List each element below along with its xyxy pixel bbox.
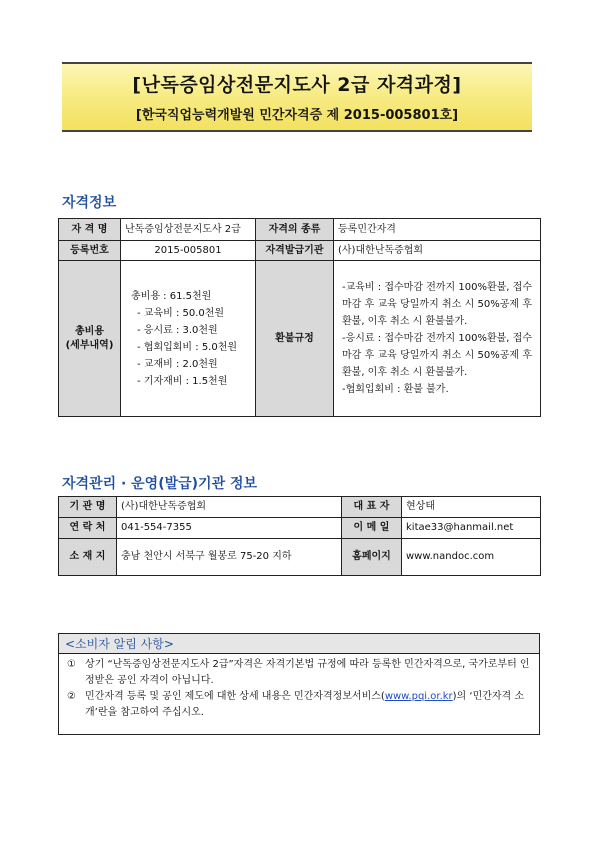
qualification-table (58, 218, 541, 417)
fee-item: - 교육비 : 50.0천원 (137, 307, 225, 319)
notice-title: <소비자 알림 사항> (59, 634, 539, 654)
fee-total: 총비용 : 61.5천원 (131, 290, 212, 302)
address-label: 소 재 지 (59, 539, 117, 576)
org-value: (사)대한난독증협회 (117, 497, 342, 518)
table-row (59, 539, 541, 576)
issuer-value: (사)대한난독증협회 (334, 241, 541, 261)
homepage-value: www.nandoc.com (402, 539, 541, 576)
notice-text-before: 민간자격 등록 및 공인 제도에 대한 상세 내용은 민간자격정보서비스( (85, 691, 385, 702)
homepage-label: 홈페이지 (342, 539, 402, 576)
refund-label: 환불규정 (256, 261, 334, 417)
pqi-link[interactable]: www.pqi.or.kr (384, 691, 453, 702)
email-label: 이 메 일 (342, 518, 402, 539)
fee-label-line2: (세부내역) (65, 339, 114, 351)
address-value: 충남 천안시 서북구 월봉로 75-20 지하 (117, 539, 342, 576)
fee-item: - 협회입회비 : 5.0천원 (137, 341, 238, 353)
management-section-title: 자격관리 · 운영(발급)기관 정보 (62, 476, 258, 492)
org-label: 기 관 명 (59, 497, 117, 518)
document-subtitle: [한국직업능력개발원 민간자격증 제 2015-005801호] (135, 108, 459, 123)
refund-details (334, 261, 541, 417)
management-table (58, 496, 541, 576)
type-value: 등록민간자격 (334, 219, 541, 241)
name-value: 난독증임상전문지도사 2급 (121, 219, 256, 241)
refund-item: -협회입회비 : 환불 불가. (342, 384, 449, 395)
notice-item (67, 689, 531, 721)
type-label: 자격의 종류 (256, 219, 334, 241)
fee-label-line1: 총비용 (75, 325, 104, 337)
phone-label: 연 락 처 (59, 518, 117, 539)
table-row (59, 261, 541, 417)
document-title: [난독증임상전문지도사 2급 자격과정] (132, 74, 462, 96)
phone-value: 041-554-7355 (117, 518, 342, 539)
regno-value: 2015-005801 (121, 241, 256, 261)
notice-text-after: )의 ‘민간자격 소개’란을 참고하여 주십시오. (85, 691, 525, 718)
notice-item (67, 657, 531, 689)
email-value: kitae33@hanmail.net (402, 518, 541, 539)
consumer-notice-box (58, 633, 540, 735)
fee-details (121, 261, 256, 417)
ceo-label: 대 표 자 (342, 497, 402, 518)
fee-item: - 기자재비 : 1.5천원 (137, 375, 228, 387)
regno-label: 등록번호 (59, 241, 121, 261)
refund-item: -교육비 : 접수마감 전까지 100%환불, 접수마감 후 교육 당일까지 취소 시 50%공제 후 환불, 이후 취소 시 환불불가. (342, 282, 532, 327)
refund-item: -응시료 : 접수마감 전까지 100%환불, 접수마감 후 교육 당일까지 취소 시 50%공제 후 환불, 이후 취소 시 환불불가. (342, 333, 532, 378)
ceo-value: 현상태 (402, 497, 541, 518)
table-row (59, 497, 541, 518)
fee-item: - 교재비 : 2.0천원 (137, 358, 218, 370)
notice-text (85, 689, 531, 721)
table-row (59, 518, 541, 539)
qualification-section-title: 자격정보 (62, 195, 117, 211)
name-label: 자 격 명 (59, 219, 121, 241)
table-row (59, 241, 541, 261)
fee-label (59, 261, 121, 417)
table-row (59, 219, 541, 241)
title-banner (62, 62, 532, 132)
issuer-label: 자격발급기관 (256, 241, 334, 261)
notice-text: 상기 “난독증임상전문지도사 2급”자격은 자격기본법 규정에 따라 등록한 민간자격으로, 국가로부터 인정받은 공인 자격이 아닙니다. (85, 659, 530, 686)
notice-number: ① (67, 659, 76, 670)
fee-item: - 응시료 : 3.0천원 (137, 324, 218, 336)
notice-number: ② (67, 691, 76, 702)
